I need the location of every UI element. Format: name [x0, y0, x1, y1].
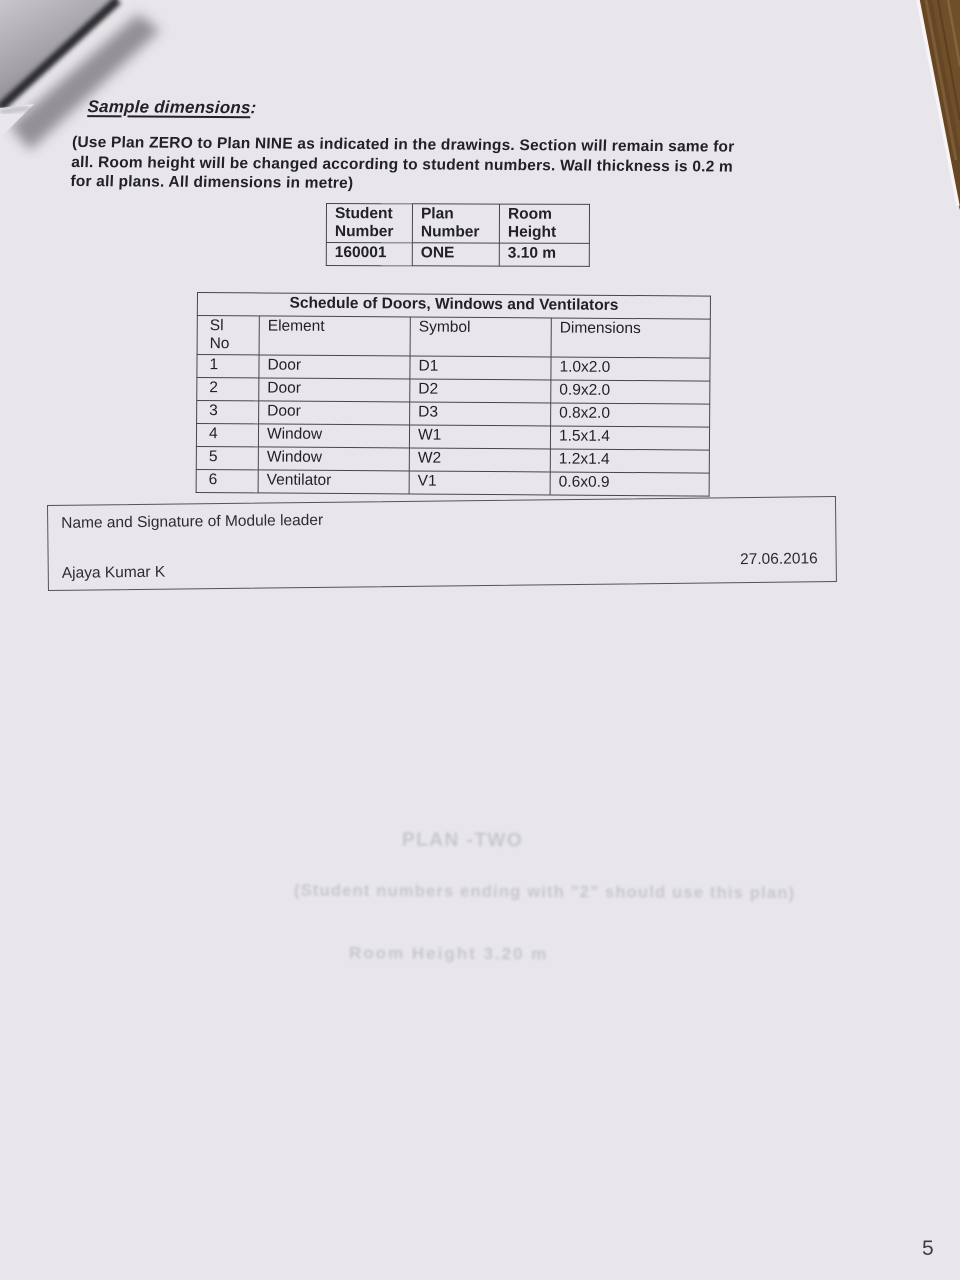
cell-dimensions: 0.6x0.9 — [550, 472, 709, 496]
page-number: 5 — [922, 1237, 934, 1260]
cell-symbol: D3 — [410, 402, 551, 426]
sl-no-header: Sl No — [197, 316, 259, 355]
student-number-header: Student Number — [326, 204, 412, 243]
schedule-table — [196, 292, 711, 497]
cell-dimensions: 1.5x1.4 — [550, 426, 709, 450]
cell-element: Window — [258, 447, 409, 471]
ghost-text-plan-two: PLAN -TWO — [401, 829, 524, 852]
cell-element: Window — [258, 424, 409, 448]
cell-element: Door — [259, 378, 410, 402]
cell-sl-no: 3 — [197, 401, 259, 424]
cell-dimensions: 0.8x2.0 — [551, 403, 710, 427]
room-height-header: Room Height — [499, 204, 589, 243]
intro-line: all. Room height will be changed according to student numbers. Wall thickness is 0.2 m — [70, 153, 734, 176]
cell-sl-no: 2 — [197, 378, 259, 401]
student-plan-table — [326, 203, 590, 267]
cell-symbol: V1 — [409, 471, 550, 495]
intro-line: (Use Plan ZERO to Plan NINE as indicated in the drawings. Section will remain same for — [71, 133, 735, 156]
student-table-data-row — [326, 243, 589, 267]
plan-number-header: Plan Number — [412, 204, 499, 243]
module-leader-label: Name and Signature of Module leader — [61, 511, 324, 532]
cell-symbol: W2 — [409, 448, 550, 472]
signature-date: 27.06.2016 — [739, 550, 818, 569]
cell-dimensions: 0.9x2.0 — [551, 380, 710, 404]
module-leader-name: Ajaya Kumar K — [61, 563, 166, 582]
element-header: Element — [259, 316, 410, 356]
signature-box — [47, 496, 837, 591]
cell-symbol: D1 — [410, 356, 551, 380]
ghost-text-student-numbers: (Student numbers ending with "2" should use this plan) — [293, 881, 796, 903]
student-table-header-row — [326, 204, 589, 244]
cell-element: Door — [259, 401, 410, 425]
cell-dimensions: 1.0x2.0 — [551, 357, 710, 381]
cell-sl-no: 1 — [197, 355, 259, 378]
dimensions-header: Dimensions — [551, 318, 710, 358]
intro-text-block — [70, 97, 864, 197]
cell-sl-no: 4 — [196, 424, 258, 447]
intro-line: for all plans. All dimensions in metre) — [70, 172, 354, 192]
schedule-title: Schedule of Doors, Windows and Ventilators — [197, 293, 710, 320]
desk-surface — [912, 0, 960, 210]
cell-element: Door — [259, 355, 410, 379]
table-row — [196, 469, 709, 496]
schedule-header-row — [197, 316, 710, 359]
cell-dimensions: 1.2x1.4 — [550, 449, 709, 473]
intro-paragraph — [70, 133, 862, 197]
cell-element: Ventilator — [258, 470, 409, 494]
page-heading-underlined: Sample dimensions — [87, 97, 252, 118]
cell-symbol: W1 — [409, 425, 550, 449]
symbol-header: Symbol — [410, 317, 551, 357]
room-height-value: 3.10 m — [499, 243, 589, 266]
ghost-text-room-height: Room Height 3.20 m — [348, 943, 549, 964]
cell-sl-no: 5 — [196, 446, 258, 469]
plan-number-value: ONE — [412, 243, 499, 266]
cell-sl-no: 6 — [196, 469, 258, 492]
page-heading — [87, 97, 864, 122]
page-heading-colon: : — [250, 98, 257, 118]
cell-symbol: D2 — [410, 379, 551, 403]
student-number-value: 160001 — [326, 243, 412, 266]
